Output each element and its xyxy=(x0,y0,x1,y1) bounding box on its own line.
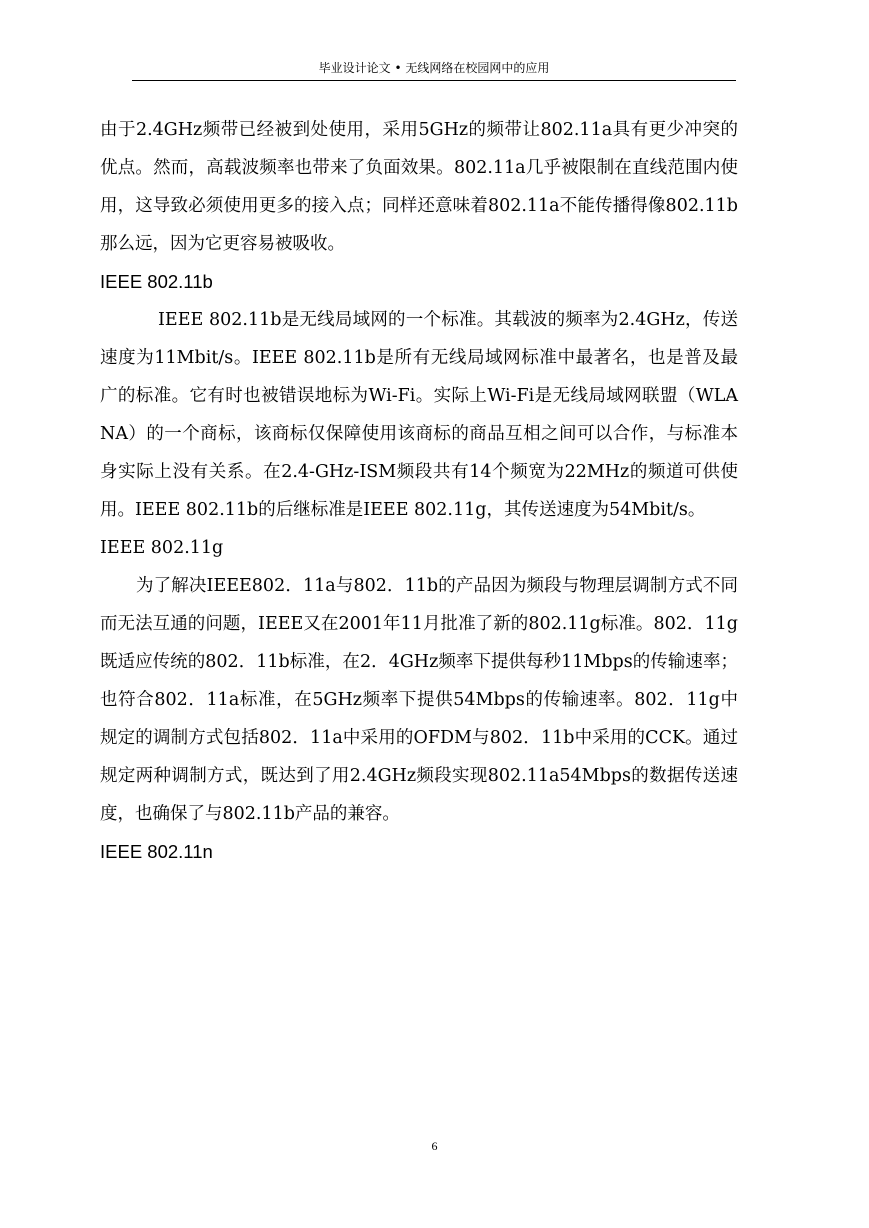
paragraph-80211g: 为了解决IEEE802．11a与802．11b的产品因为频段与物理层调制方式不同而无法互通的问题，IEEE又在2001年11月批准了新的802.11g标准。802．11g既适应传统的802．11b标准，在2．4GHz频率下提供每秒11Mbps的传输速率；也符合802．11a标准，在5GHz频率下提供54Mbps的传输速率。802．11g中规定的调制方式包括802．11a中采用的OFDM与802．11b中采用的CCK。通过规定两种调制方式，既达到了用2.4GHz频段实现802.11a54Mbps的数据传送速度，也确保了与802.11b产品的兼容。 xyxy=(100,576,738,824)
paragraph-80211b: IEEE 802.11b是无线局域网的一个标准。其载波的频率为2.4GHz，传送速度为11Mbit/s。IEEE 802.11b是所有无线局域网标准中最著名，也是普及最广的标准。它有时也被错误地标为Wi-Fi。实际上Wi-Fi是无线局域网联盟（WLANA）的一个商标，该商标仅保障使用该商标的商品互相之间可以合作，与标准本身实际上没有关系。在2.4-GHz-ISM频段共有14个频宽为22MHz的频道可供使用。IEEE 802.11b的后继标准是IEEE 802.11g，其传送速度为54Mbit/s。 xyxy=(100,310,738,520)
section-heading-80211b: IEEE 802.11b xyxy=(100,271,213,292)
running-header: 毕业设计论文 • 无线网络在校园网中的应用 xyxy=(318,61,550,75)
section-heading-80211g: IEEE 802.11g xyxy=(100,538,224,558)
paragraph-80211a-tradeoffs: 由于2.4GHz频带已经被到处使用，采用5GHz的频带让802.11a具有更少冲突的优点。然而，高载波频率也带来了负面效果。802.11a几乎被限制在直线范围内使用，这导致必须使用更多的接入点；同样还意味着802.11a不能传播得像802.11b那么远，因为它更容易被吸收。 xyxy=(100,120,738,254)
section-heading-80211n: IEEE 802.11n xyxy=(100,841,213,862)
page-number: 6 xyxy=(431,1139,438,1153)
header-divider xyxy=(132,80,736,81)
document-body xyxy=(100,111,738,871)
